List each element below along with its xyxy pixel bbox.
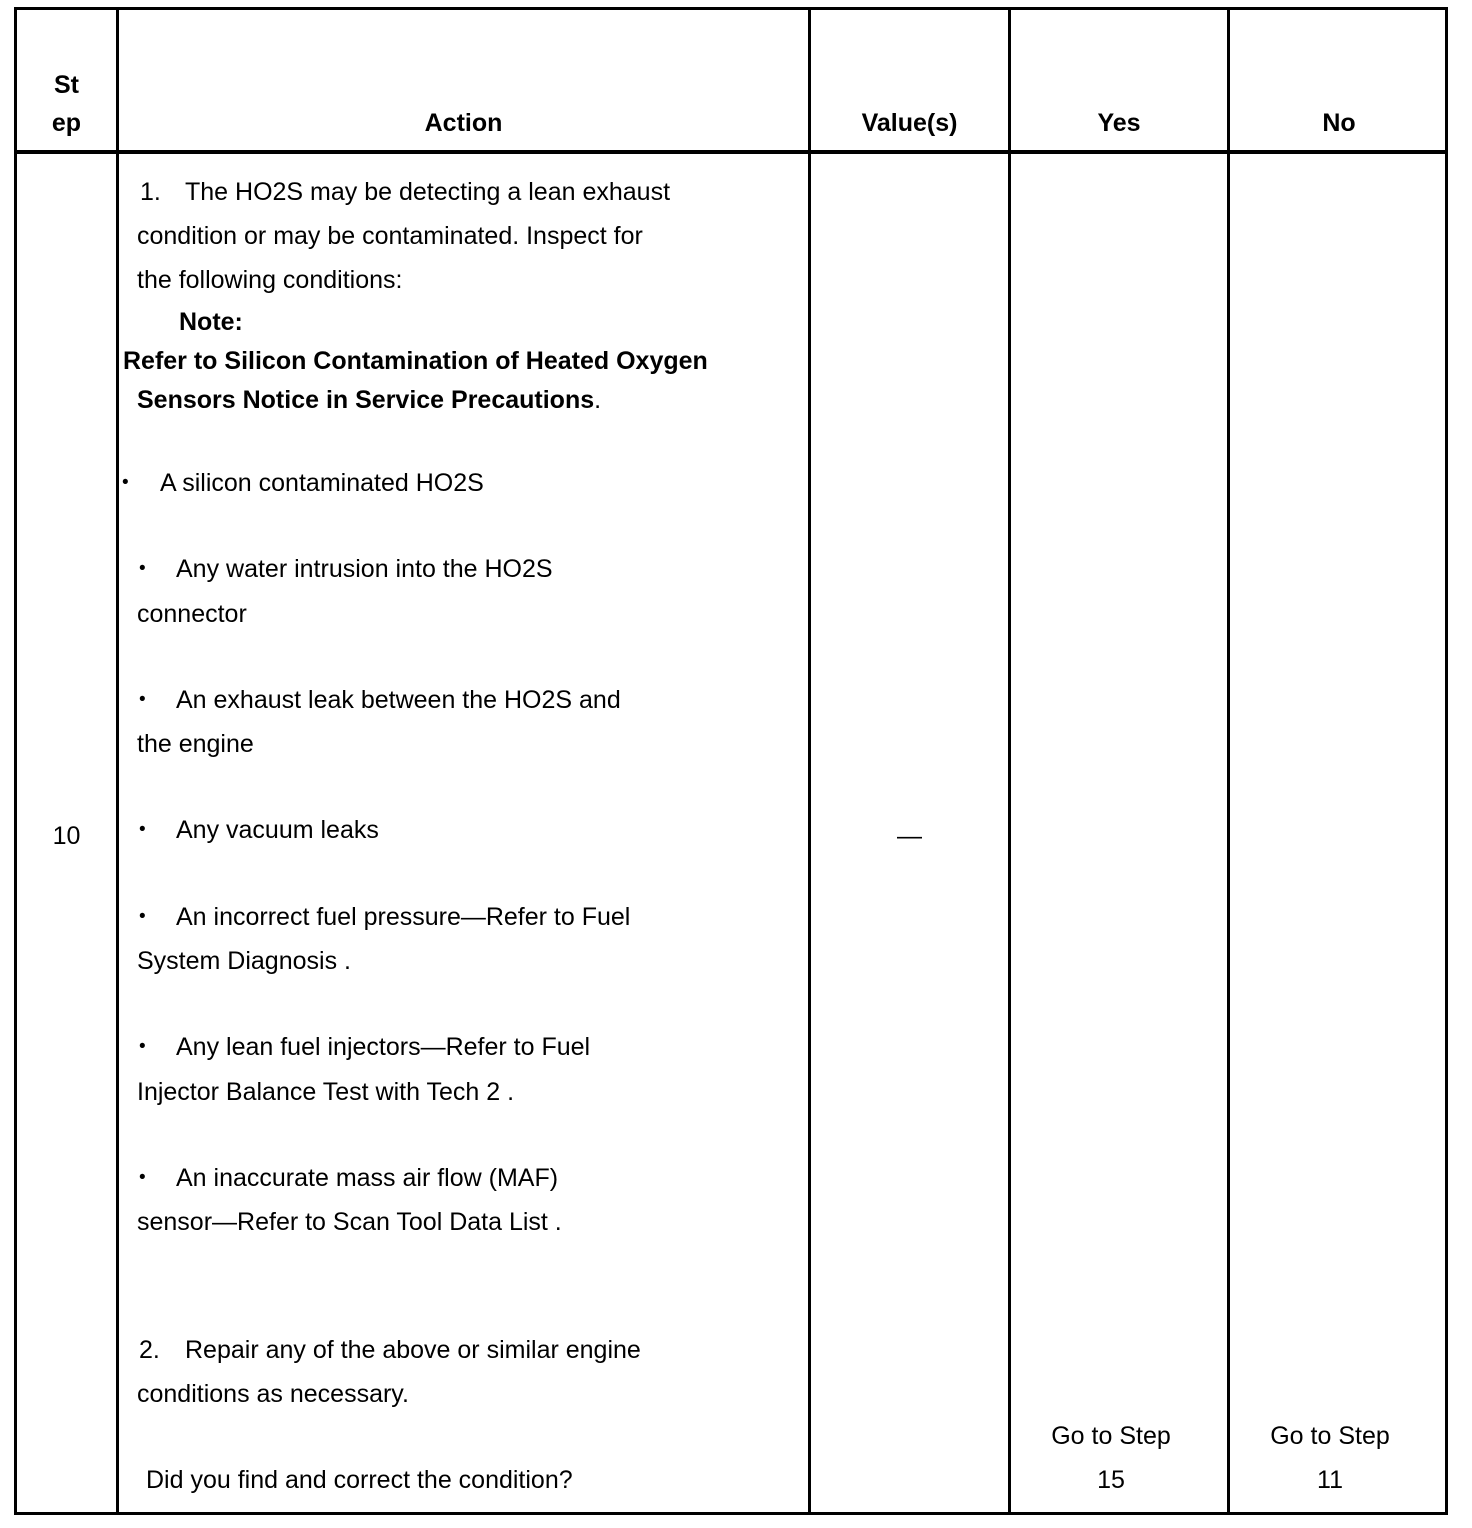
item1-number: 1. [140,178,161,206]
bullet: • [122,472,129,493]
bullet7-line2: sensor—Refer to Scan Tool Data List . [137,1208,562,1236]
header-step [17,66,116,142]
header-no: No [1322,109,1356,137]
column-divider [1008,10,1011,1512]
item2-line1: Repair any of the above or similar engine [185,1336,641,1364]
note-period: . [594,386,602,414]
step-number: 10 [52,822,81,850]
bullet: • [139,1036,146,1057]
header-action: Action [424,109,503,137]
header-step-line2: ep [51,109,82,137]
no-result-line1: Go to Step [1270,1422,1390,1450]
bullet: • [139,1167,146,1188]
yes-result-line2: 15 [1097,1466,1125,1494]
header-divider [17,150,1445,154]
bullet: • [139,819,146,840]
bullet: • [139,558,146,579]
header-values: Value(s) [861,109,958,137]
bullet7-line1: An inaccurate mass air flow (MAF) [176,1164,559,1192]
item1-line3: the following conditions: [137,266,403,294]
value-cell: — [897,822,922,850]
bullet: • [139,906,146,927]
bullet5-line1: An incorrect fuel pressure—Refer to Fuel [176,903,631,931]
column-divider [1227,10,1230,1512]
diagnostic-table [14,7,1448,1515]
bullet3-line1: An exhaust leak between the HO2S and [176,686,621,714]
bullet4-line1: Any vacuum leaks [176,816,379,844]
bullet3-line2: the engine [137,730,254,758]
bullet2-line1: Any water intrusion into the HO2S [176,555,553,583]
note-line2: Sensors Notice in Service Precautions [137,386,595,414]
note-line1: Refer to Silicon Contamination of Heated Oxygen [123,347,708,375]
no-result-line2: 11 [1317,1466,1343,1494]
bullet: • [139,689,146,710]
bullet6-line1: Any lean fuel injectors—Refer to Fuel [176,1033,591,1061]
column-divider [808,10,811,1512]
item2-number: 2. [139,1336,160,1364]
bullet2-line2: connector [137,600,247,628]
header-yes: Yes [1097,109,1141,137]
item2-line2: conditions as necessary. [137,1380,409,1408]
yes-result-line1: Go to Step [1051,1422,1171,1450]
bullet6-line2: Injector Balance Test with Tech 2 . [137,1078,515,1106]
header-step-line1: St [54,71,79,99]
note-label: Note: [179,308,243,336]
question: Did you find and correct the condition? [146,1466,573,1494]
bullet1-line1: A silicon contaminated HO2S [160,469,484,497]
item1-line2: condition or may be contaminated. Inspect for [137,222,643,250]
column-divider [116,10,119,1512]
note-line2-wrap [137,378,601,422]
item1-line1: The HO2S may be detecting a lean exhaust [185,178,671,206]
bullet5-line2: System Diagnosis . [137,947,351,975]
